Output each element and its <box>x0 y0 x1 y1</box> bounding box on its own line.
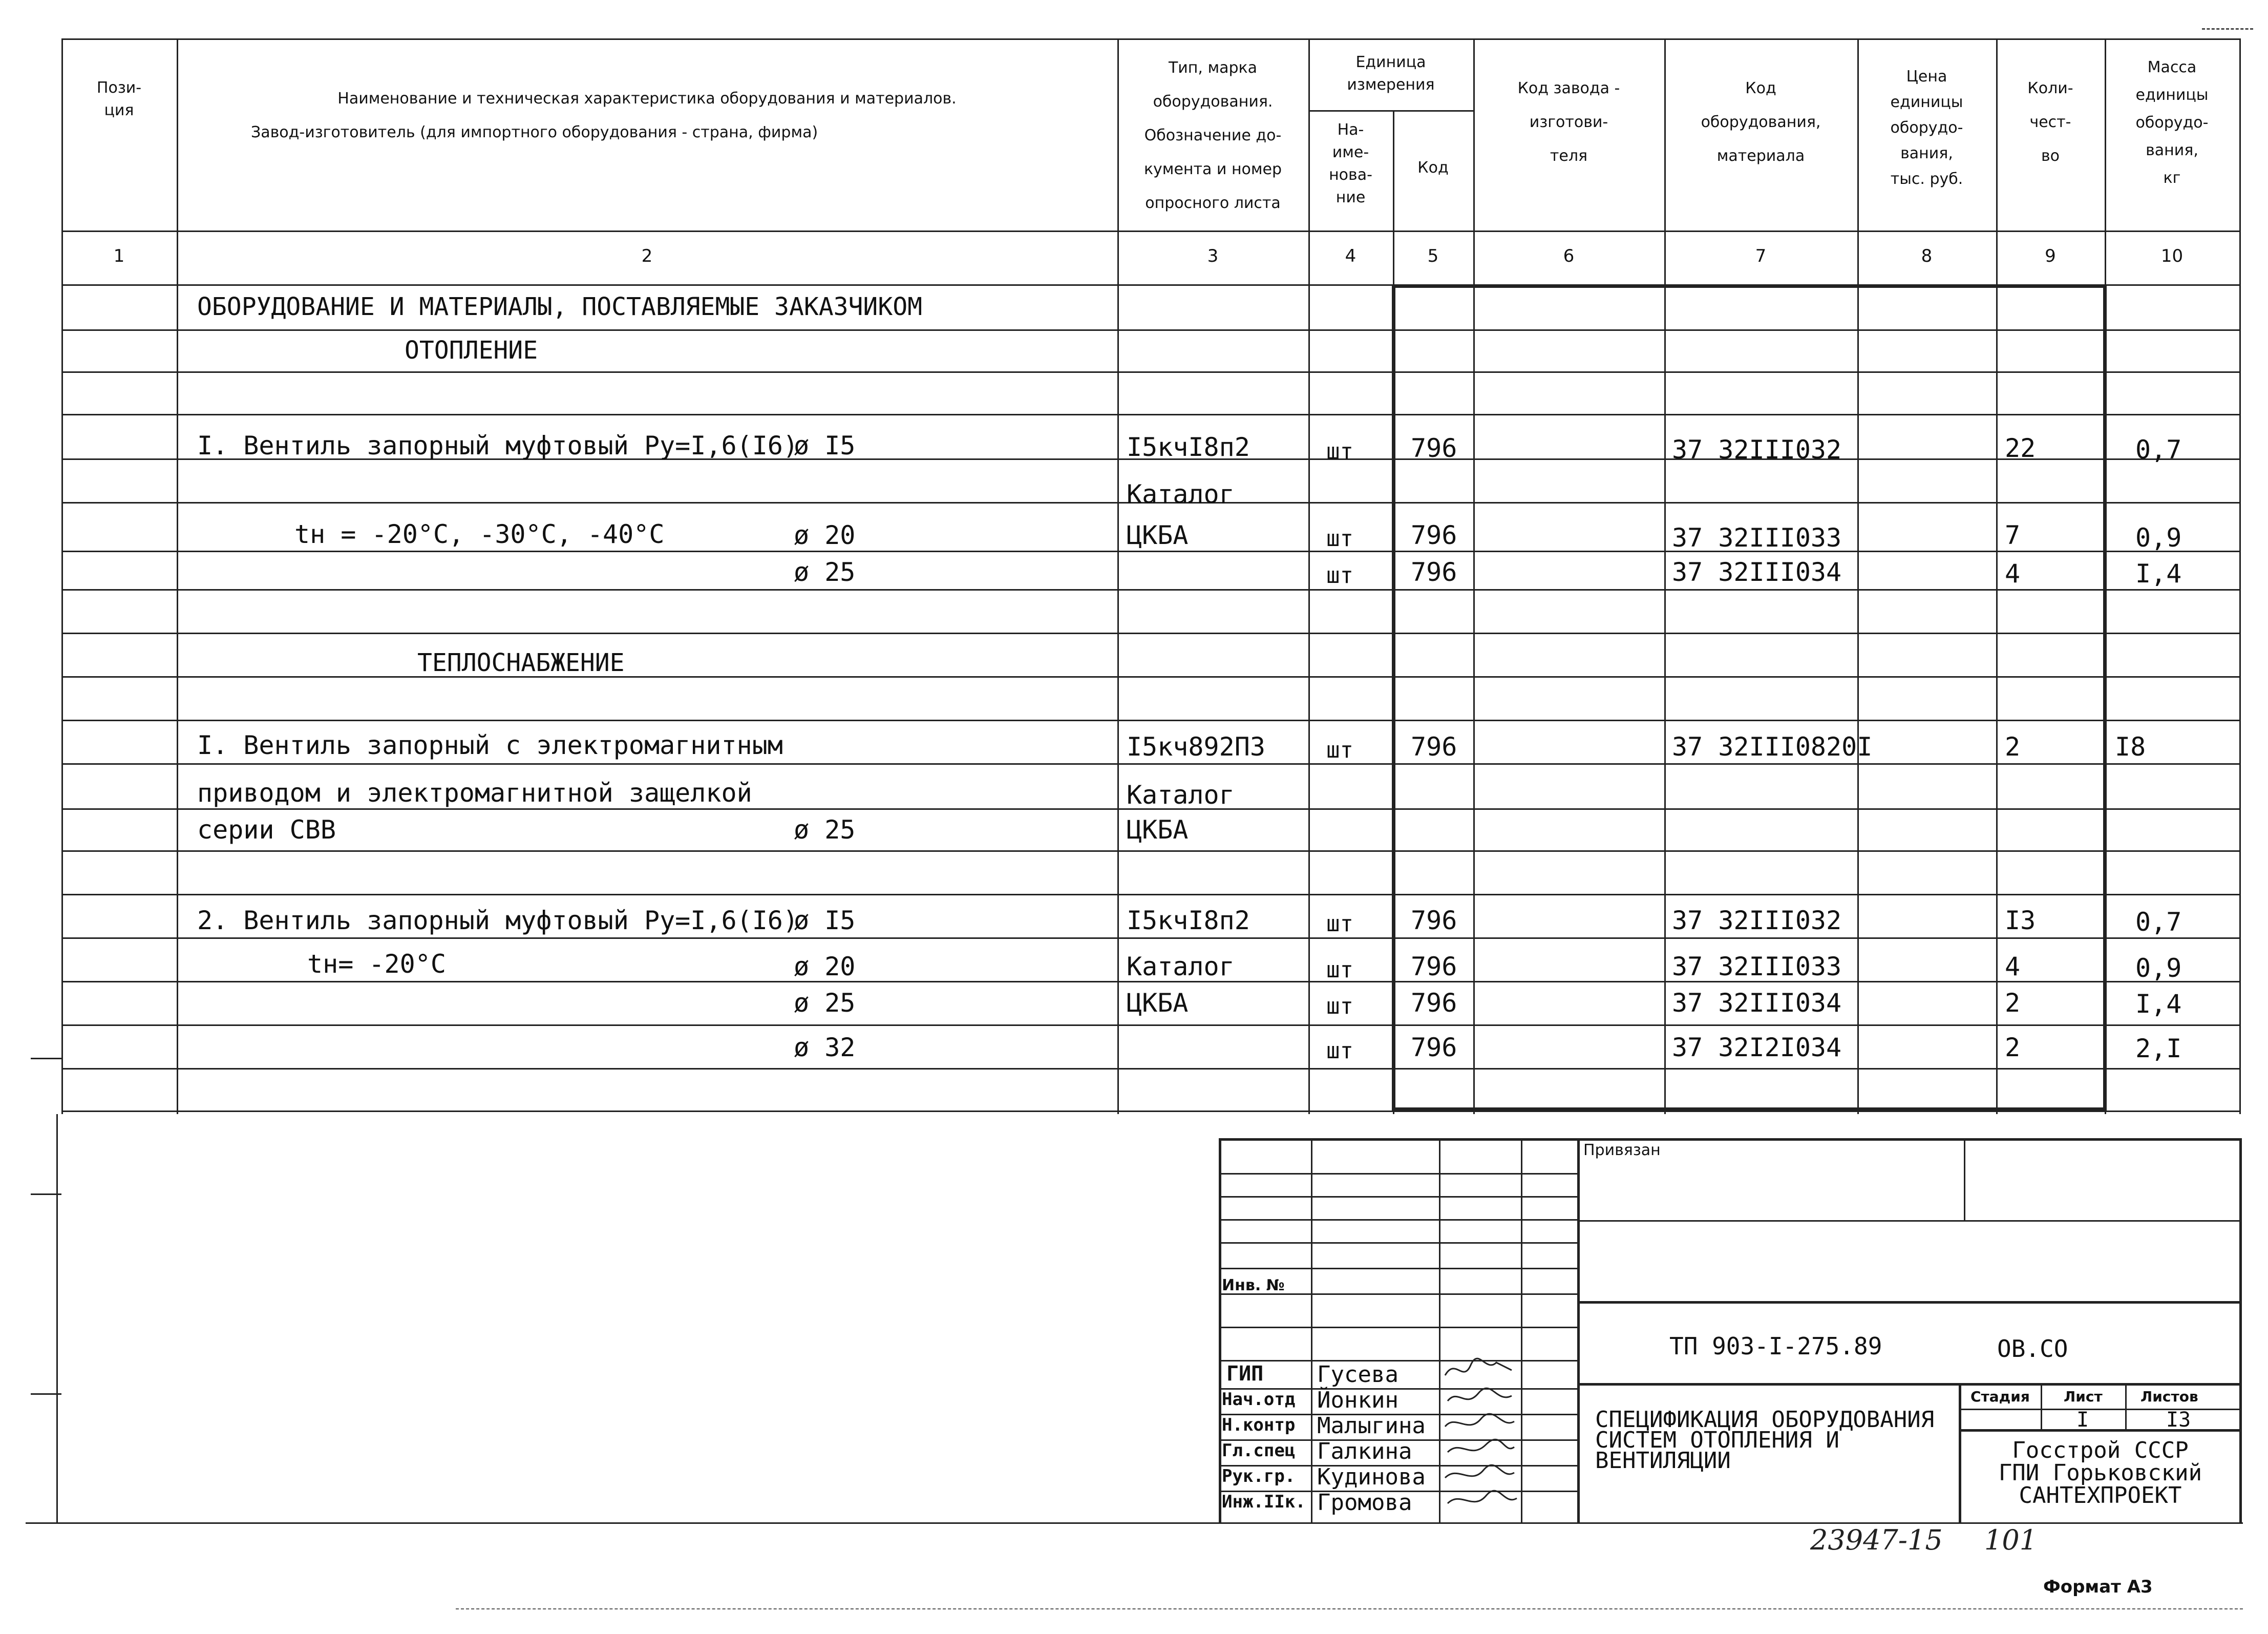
role-chief-spec: Гл.спец <box>1222 1440 1296 1461</box>
equipment-code: 37 32III033 <box>1672 952 1842 981</box>
col-number: 7 <box>1755 246 1767 266</box>
bottom-dashed-line <box>456 1608 2243 1609</box>
unit-code: 796 <box>1411 906 1457 935</box>
hdr-unit-name <box>1308 119 1393 209</box>
hdr-unit-group <box>1308 51 1473 96</box>
section-heading-heating: ОТОПЛЕНИЕ <box>405 336 538 365</box>
document-title-l2: СИСТЕМ ОТОПЛЕНИЯ И <box>1595 1427 1839 1453</box>
archive-page: 101 <box>1984 1524 2038 1556</box>
hdr-factory-code <box>1473 72 1664 173</box>
hdr-equipment-code-l2: оборудования, <box>1701 113 1821 131</box>
hdr-mass <box>2105 54 2239 192</box>
item-description: I. Вентиль запорный с электромагнитным <box>197 730 783 760</box>
item-description: 2. Вентиль запорный муфтовый Ру=I,6(I6) <box>197 906 798 935</box>
unit-code: 796 <box>1411 557 1457 587</box>
quantity: I3 <box>2005 906 2036 935</box>
hdr-name-l1: Наименование и техническая характеристика оборудования и материалов. <box>337 90 957 108</box>
mass: 0,9 <box>2135 523 2182 553</box>
hdr-position-l1: Пози- <box>96 79 142 97</box>
diameter: ø I5 <box>794 431 856 460</box>
sheet-code: ОВ.СО <box>1997 1335 2068 1363</box>
hdr-factory-code-l3: теля <box>1550 147 1588 165</box>
quantity: 2 <box>2005 1033 2021 1062</box>
unit-name: шт <box>1326 957 1353 983</box>
hdr-price-l3: оборудо- <box>1890 119 1963 137</box>
mass: I,4 <box>2135 989 2182 1019</box>
col-number: 9 <box>2045 246 2056 266</box>
unit-name: шт <box>1326 737 1353 763</box>
mass: 0,9 <box>2135 953 2182 983</box>
quantity: 4 <box>2005 952 2021 981</box>
diameter: ø I5 <box>794 906 856 935</box>
diameter: ø 25 <box>794 815 856 845</box>
document-title-l3: ВЕНТИЛЯЦИИ <box>1595 1448 1731 1474</box>
item-description: приводом и электромагнитной защелкой <box>197 778 752 808</box>
equipment-type: ЦКБА <box>1127 520 1189 550</box>
unit-name: шт <box>1326 438 1353 465</box>
equipment-type: I5кч892П3 <box>1127 732 1265 762</box>
name-4: Галкина <box>1317 1438 1412 1464</box>
hdr-mass-l3: оборудо- <box>2135 114 2209 132</box>
archive-number: 23947-15 <box>1810 1524 1943 1556</box>
diameter: ø 20 <box>794 952 856 981</box>
role-engineer: Инж.IIк. <box>1222 1492 1306 1512</box>
equipment-code: 37 32III032 <box>1672 906 1842 935</box>
quantity: 7 <box>2005 520 2021 550</box>
linked-label: Привязан <box>1583 1141 1661 1159</box>
hdr-position-l2: ция <box>104 101 134 119</box>
item-description: серии СВВ <box>197 815 336 845</box>
hdr-name <box>177 82 1117 150</box>
hdr-price-l5: тыс. руб. <box>1890 170 1963 188</box>
section-heading-heat-supply: ТЕПЛОСНАБЖЕНИЕ <box>417 648 625 677</box>
document-title-l1: СПЕЦИФИКАЦИЯ ОБОРУДОВАНИЯ <box>1595 1407 1935 1433</box>
hdr-name-l2: Завод-изготовитель (для импортного оборудования - страна, фирма) <box>251 123 818 141</box>
temperature-note: tн= -20°С <box>307 949 446 979</box>
unit-code: 796 <box>1411 1033 1457 1062</box>
col-number: 4 <box>1345 246 1356 266</box>
mass: I8 <box>2115 732 2146 762</box>
unit-code: 796 <box>1411 520 1457 550</box>
organization-l2: ГПИ Горьковский <box>1998 1460 2202 1486</box>
equipment-code: 37 32III0820I <box>1672 732 1873 762</box>
temperature-note: tн = -20°С, -30°С, -40°С <box>294 519 665 549</box>
hdr-mass-l4: вания, <box>2146 141 2198 159</box>
hdr-equipment-code-l3: материала <box>1716 147 1805 165</box>
equipment-type: ЦКБА <box>1127 815 1189 845</box>
equipment-code: 37 32I2I034 <box>1672 1033 1842 1062</box>
equipment-code: 37 32III033 <box>1672 523 1842 553</box>
hdr-mass-l2: единицы <box>2135 86 2209 104</box>
name-3: Малыгина <box>1317 1413 1426 1439</box>
organization-l3: САНТЕХПРОЕКТ <box>2019 1482 2182 1509</box>
unit-name: шт <box>1326 993 1353 1019</box>
role-norm-control: Н.контр <box>1222 1415 1296 1435</box>
sheets-total: I3 <box>2166 1408 2191 1432</box>
equipment-type: Каталог <box>1127 479 1235 509</box>
col-number: 2 <box>641 246 653 266</box>
name-6: Громова <box>1317 1490 1412 1516</box>
role-dept-head: Нач.отд <box>1222 1389 1296 1410</box>
unit-code: 796 <box>1411 952 1457 981</box>
organization <box>1961 1439 2239 1507</box>
hdr-price-l4: вания, <box>1900 144 1953 162</box>
hdr-type-l4: кумента и номер <box>1143 160 1282 178</box>
sheet-label: Лист <box>2064 1388 2103 1405</box>
hdr-type <box>1117 51 1308 220</box>
hdr-type-l2: оборудования. <box>1153 93 1273 111</box>
document-title <box>1595 1407 1935 1474</box>
equipment-type: ЦКБА <box>1127 988 1189 1018</box>
hdr-qty-l3: во <box>2041 147 2060 165</box>
hdr-qty <box>1996 72 2105 173</box>
organization-l1: Госстрой СССР <box>2012 1437 2189 1463</box>
top-corner-mark <box>2202 28 2253 30</box>
equipment-code: 37 32III032 <box>1672 435 1842 465</box>
unit-name: шт <box>1326 562 1353 589</box>
quantity: 4 <box>2005 559 2021 589</box>
hdr-qty-l1: Коли- <box>2027 79 2073 97</box>
hdr-price-l2: единицы <box>1890 93 1963 111</box>
equipment-code: 37 32III034 <box>1672 557 1842 587</box>
mass: 0,7 <box>2135 435 2182 465</box>
col-number: 6 <box>1563 246 1575 266</box>
equipment-type: I5кчI8п2 <box>1127 906 1250 935</box>
hdr-factory-code-l2: изготови- <box>1529 113 1608 131</box>
quantity: 2 <box>2005 988 2021 1018</box>
margin-tick <box>31 1058 61 1059</box>
mass: I,4 <box>2135 559 2182 589</box>
hdr-price-l1: Цена <box>1906 68 1947 86</box>
hdr-unit-code: Код <box>1417 159 1449 177</box>
hdr-unit-name-l4: ние <box>1336 188 1366 206</box>
hdr-equipment-code <box>1664 72 1857 173</box>
hdr-qty-l2: чест- <box>2029 113 2071 131</box>
hdr-factory-code-l1: Код завода - <box>1517 79 1620 97</box>
name-2: Йонкин <box>1317 1387 1398 1413</box>
hdr-unit-group-l2: измерения <box>1347 76 1435 94</box>
hdr-unit-name-l2: име- <box>1332 143 1369 161</box>
equipment-type: Каталог <box>1127 780 1235 810</box>
diameter: ø 25 <box>794 557 856 587</box>
role-group-lead: Рук.гр. <box>1222 1466 1296 1486</box>
hdr-type-l1: Тип, марка <box>1168 59 1258 77</box>
hdr-mass-l5: кг <box>2163 169 2181 187</box>
hdr-unit-group-l1: Единица <box>1355 53 1426 71</box>
hdr-position <box>61 77 177 122</box>
diameter: ø 32 <box>794 1033 856 1062</box>
col-number: 3 <box>1207 246 1219 266</box>
mass: 0,7 <box>2135 907 2182 937</box>
unit-code: 796 <box>1411 433 1457 463</box>
mass: 2,I <box>2135 1034 2182 1063</box>
unit-name: шт <box>1326 526 1353 552</box>
format-label: Формат А3 <box>2043 1577 2153 1597</box>
equipment-code: 37 32III034 <box>1672 988 1842 1018</box>
quantity: 2 <box>2005 732 2021 762</box>
document-code: ТП 903-I-275.89 <box>1669 1332 1882 1360</box>
diameter: ø 25 <box>794 988 856 1018</box>
left-border <box>56 1114 58 1524</box>
col-number: 10 <box>2160 246 2184 266</box>
hdr-equipment-code-l1: Код <box>1745 79 1776 97</box>
stage-label: Стадия <box>1970 1388 2030 1405</box>
hdr-unit-name-l3: нова- <box>1329 166 1372 184</box>
unit-code: 796 <box>1411 732 1457 762</box>
name-5: Кудинова <box>1317 1464 1426 1490</box>
hdr-price <box>1857 64 1996 192</box>
unit-name: шт <box>1326 911 1353 937</box>
hdr-type-l3: Обозначение до- <box>1144 127 1282 144</box>
col-number: 1 <box>113 246 125 266</box>
quantity: 22 <box>2005 433 2036 463</box>
unit-name: шт <box>1326 1038 1353 1064</box>
hdr-unit-name-l1: На- <box>1337 121 1364 139</box>
equipment-type: I5кчI8п2 <box>1127 432 1250 462</box>
name-1: Гусева <box>1317 1361 1398 1388</box>
equipment-type: Каталог <box>1127 952 1235 981</box>
hdr-type-l5: опросного листа <box>1145 194 1281 212</box>
signatures-graphic <box>1440 1352 1522 1521</box>
col-number: 5 <box>1427 246 1439 266</box>
role-gip: ГИП <box>1226 1362 1264 1386</box>
diameter: ø 20 <box>794 520 856 550</box>
spec-title: ОБОРУДОВАНИЕ И МАТЕРИАЛЫ, ПОСТАВЛЯЕМЫЕ ЗАКАЗЧИКОМ <box>197 292 923 321</box>
sheets-label: Листов <box>2140 1388 2198 1405</box>
unit-code: 796 <box>1411 988 1457 1018</box>
item-description: I. Вентиль запорный муфтовый Ру=I,6(I6) <box>197 431 798 460</box>
hdr-mass-l1: Масса <box>2147 58 2197 76</box>
inventory-label: Инв. № <box>1222 1276 1285 1294</box>
sheet-number: I <box>2076 1408 2089 1432</box>
col-number: 8 <box>1921 246 1933 266</box>
